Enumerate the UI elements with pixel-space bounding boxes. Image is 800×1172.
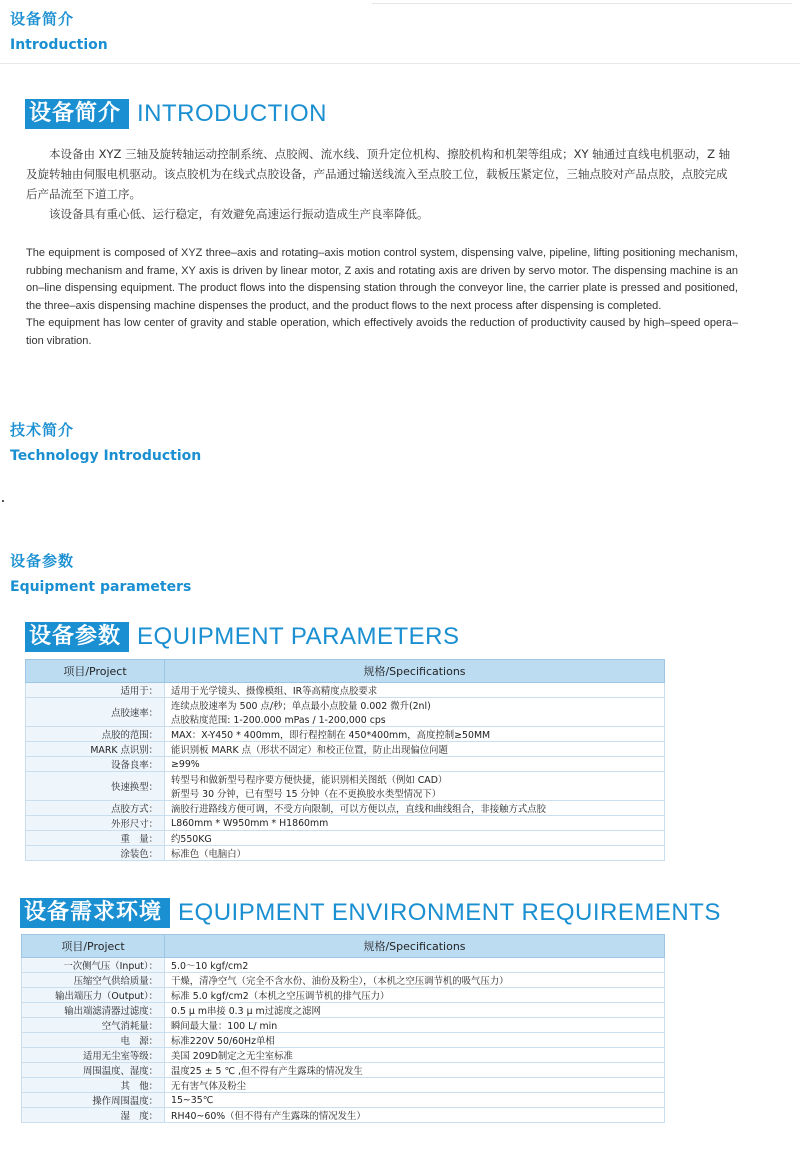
row-value: 标准220V 50/60Hz单相 [165, 1033, 665, 1048]
section-title-params-cn: 设备参数 [10, 552, 75, 570]
row-value-line: 标准色（电脑白） [171, 849, 247, 860]
row-value [165, 727, 665, 742]
stray-dot [2, 500, 4, 502]
row-value-line: 连续点胶速率为 500 点/秒；单点最小点胶量 0.002 微升(2nl) [171, 701, 431, 712]
params-header-spec: 规格/Specifications [165, 660, 665, 683]
table-row [22, 1078, 665, 1093]
intro-banner-en: INTRODUCTION [137, 100, 327, 127]
row-value-line: 能识别板 MARK 点（形状不固定）和校正位置，防止出现偏位问题 [171, 745, 448, 756]
row-label: 快速换型： [26, 772, 165, 801]
row-value-line: ≥99% [171, 758, 200, 770]
row-value-line: MAX：X-Y450 * 400mm，即行程控制在 450*400mm，高度控制≥50MM [171, 730, 491, 741]
section-title-intro-en: Introduction [10, 37, 108, 53]
table-row [22, 973, 665, 988]
row-label: 一次侧气压（Input）： [22, 958, 165, 973]
row-label: 操作周围温度： [22, 1093, 165, 1108]
table-row [22, 958, 665, 973]
row-label: 空气消耗量： [22, 1018, 165, 1033]
environment-requirements-table [21, 934, 665, 1123]
row-label: 点胶的范围： [26, 727, 165, 742]
env-banner [20, 898, 721, 928]
intro-english-text [26, 245, 738, 351]
env-header-project: 项目/Project [22, 935, 165, 958]
table-row [22, 1093, 665, 1108]
params-banner [25, 622, 460, 652]
row-value: 瞬间最大量：100 L/ min [165, 1018, 665, 1033]
row-label: 设备良率： [26, 757, 165, 772]
section-divider [0, 63, 800, 64]
intro-banner [25, 99, 327, 129]
top-divider [372, 3, 792, 4]
section-title-tech-cn: 技术简介 [10, 421, 75, 439]
row-label: 适用于： [26, 683, 165, 698]
row-label: 点胶方式： [26, 801, 165, 816]
row-value [165, 742, 665, 757]
row-value-line: 转型号和做新型号程序要方便快捷，能识别相关图纸（例如 CAD） [171, 775, 448, 786]
table-row [22, 1003, 665, 1018]
row-value-line: 滴胶行进路线方便可调，不受方向限制，可以方便以点，直线和曲线组合，非接触方式点胶 [171, 804, 547, 815]
row-value: 美国 209D制定之无尘室标准 [165, 1048, 665, 1063]
intro-cn-paragraph-2: 该设备具有重心低、运行稳定，有效避免高速运行振动造成生产良率降低。 [49, 207, 429, 221]
row-value [165, 757, 665, 772]
table-row [26, 816, 665, 831]
row-value: 无有害气体及粉尘 [165, 1078, 665, 1093]
row-value [165, 772, 665, 801]
row-label: 输出端滤清器过滤度： [22, 1003, 165, 1018]
row-value: 5.0～10 kgf/cm2 [165, 958, 665, 973]
table-row [26, 757, 665, 772]
env-header-spec: 规格/Specifications [165, 935, 665, 958]
row-value: RH40~60%（但不得有产生露珠的情况发生） [165, 1108, 665, 1123]
intro-en-paragraph-2: The equipment has low center of gravity and stable operation, which effectively avoids the reduction of productivity caused by high–speed opera– tion vibration. [26, 317, 738, 347]
row-label: 其 他： [22, 1078, 165, 1093]
row-label: 电 源： [22, 1033, 165, 1048]
table-row [22, 988, 665, 1003]
equipment-parameters-table [25, 659, 665, 861]
row-value-line: 约550KG [171, 834, 212, 845]
row-label: MARK 点识别： [26, 742, 165, 757]
params-header-project: 项目/Project [26, 660, 165, 683]
env-banner-cn: 设备需求环境 [20, 898, 170, 928]
row-value-line: L860mm * W950mm * H1860mm [171, 817, 329, 829]
table-row [26, 831, 665, 846]
section-title-params-en: Equipment parameters [10, 579, 192, 595]
row-label: 重 量： [26, 831, 165, 846]
table-row [22, 1048, 665, 1063]
row-value [165, 698, 665, 727]
intro-cn-paragraph-1: 本设备由 XYZ 三轴及旋转轴运动控制系统、点胶阀、流水线、顶升定位机构、擦胶机构和机架等组成；XY 轴通过直线电机驱动，Z 轴及旋转轴由伺服电机驱动。该点胶机为在线式点胶设备，产品通过输送线流入至点胶工位，载板压紧定位，三轴点胶对产品点胶，点胶完成后产品流至下道工序。 [26, 147, 731, 201]
row-value: 干燥，清净空气（完全不含水份、油份及粉尘），（本机之空压调节机的吸气压力） [165, 973, 665, 988]
row-value: 15~35℃ [165, 1093, 665, 1108]
row-value: 标准 5.0 kgf/cm2（本机之空压调节机的排气压力） [165, 988, 665, 1003]
row-value [165, 831, 665, 846]
table-row [26, 846, 665, 861]
table-row [26, 801, 665, 816]
row-value [165, 816, 665, 831]
params-banner-cn: 设备参数 [25, 622, 129, 652]
row-label: 周围温度、湿度： [22, 1063, 165, 1078]
row-label: 输出端压力（Output）： [22, 988, 165, 1003]
table-row [26, 727, 665, 742]
table-row [26, 698, 665, 727]
row-value: 温度25 ± 5 ℃ ,但不得有产生露珠的情况发生 [165, 1063, 665, 1078]
table-row [26, 683, 665, 698]
table-row [26, 742, 665, 757]
row-value: 0.5 μ m串接 0.3 μ m过滤度之滤网 [165, 1003, 665, 1018]
table-row [22, 1108, 665, 1123]
row-value-line: 适用于光学镜头、摄像模组、IR等高精度点胶要求 [171, 686, 378, 697]
intro-chinese-text [26, 144, 738, 224]
row-value [165, 683, 665, 698]
table-row [22, 1033, 665, 1048]
row-label: 外形尺寸： [26, 816, 165, 831]
section-title-intro-cn: 设备简介 [10, 10, 75, 28]
section-title-tech-en: Technology Introduction [10, 448, 202, 464]
row-value [165, 846, 665, 861]
intro-en-paragraph-1: The equipment is composed of XYZ three–axis and rotating–axis motion control system, dispensing valve, pipeline, lifting positioning mechanism, rubbing mechanism and frame, XY axis is driven by linear motor, Z axis and rotating axis are driven by servo motor. The dispensing machine is an on–line dispensing equipment. The product flows into the dispensing station through the conveyor line, the carrier plate is pressed and positioned, the three–axis dispensing machine dispenses the product, and the product flows to the next process after dispensing is completed. [26, 247, 738, 312]
row-value [165, 801, 665, 816]
row-label: 压缩空气供给质量： [22, 973, 165, 988]
table-row [22, 1018, 665, 1033]
row-label: 适用无尘室等级： [22, 1048, 165, 1063]
row-label: 涂装色： [26, 846, 165, 861]
row-value-line: 点胶粘度范围: 1-200.000 mPas / 1-200,000 cps [171, 715, 386, 726]
intro-banner-cn: 设备简介 [25, 99, 129, 129]
env-banner-en: EQUIPMENT ENVIRONMENT REQUIREMENTS [178, 899, 721, 926]
row-value-line: 新型号 30 分钟，已有型号 15 分钟（在不更换胶水类型情况下） [171, 789, 442, 800]
row-label: 点胶速率： [26, 698, 165, 727]
params-banner-en: EQUIPMENT PARAMETERS [137, 623, 460, 650]
row-label: 湿 度： [22, 1108, 165, 1123]
table-row [26, 772, 665, 801]
table-row [22, 1063, 665, 1078]
